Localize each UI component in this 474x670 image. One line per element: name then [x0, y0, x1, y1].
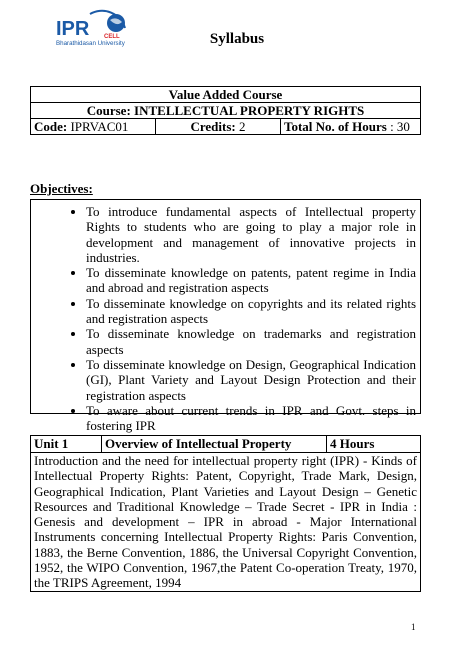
objectives-heading: Objectives:: [30, 181, 93, 196]
course-type: Value Added Course: [31, 87, 421, 103]
hours-value: : 30: [386, 119, 410, 134]
credits-label: Credits:: [190, 119, 236, 134]
course-name: Course: INTELLECTUAL PROPERTY RIGHTS: [31, 103, 421, 119]
unit-content: Introduction and the need for intellectual property right (IPR) - Kinds of Intellectual Property Rights: Patent, Copyright, Trade Mark, Design, Geographical Indication, Plant Varieties and Layout Design – Genetic Resources and Traditional Knowledge – Trade Secret - IPR in India : Genesis and development – IPR in abroad - Major International Instruments concerning Intellectual Property Rights: Paris Convention, 1883, the Berne Convention, 1886, the Universal Copyright Convention, 1952, the WIPO Convention, 1967,the Patent Co-operation Treaty, 1970, the TRIPS Agreement, 1994: [31, 453, 421, 592]
course-meta-row: [31, 119, 421, 135]
unit-table: [30, 435, 421, 592]
logo-text: IPR: [56, 18, 90, 40]
objectives-list: [31, 204, 420, 433]
objective-item: • To disseminate knowledge on patents, patent regime in India and abroad and registration aspects: [86, 265, 416, 296]
objectives-box: [30, 199, 421, 434]
unit-content-row: [31, 453, 421, 592]
hours-label: Total No. of Hours: [284, 119, 387, 134]
page-number: 1: [411, 622, 416, 632]
hours-cell: [281, 119, 421, 135]
objective-item: • To disseminate knowledge on trademarks and registration aspects: [86, 326, 416, 357]
code-label: Code:: [34, 119, 68, 134]
logo-cell-text: CELL: [104, 34, 120, 40]
unit-number: Unit 1: [31, 436, 102, 453]
objective-item: • To disseminate knowledge on Design, Geographical Indication (GI), Plant Variety and Layout Design Protection and their registration aspects: [86, 357, 416, 403]
unit-hours: 4 Hours: [327, 436, 421, 453]
unit-header-row: [31, 436, 421, 453]
unit-title: Overview of Intellectual Property: [102, 436, 327, 453]
objective-item: • To introduce fundamental aspects of Intellectual property Rights to students who are going to play a major role in development and management of innovative projects in industries.: [86, 204, 416, 265]
credits-cell: [156, 119, 281, 135]
objective-item: • To disseminate knowledge on copyrights and its related rights and registration aspects: [86, 296, 416, 327]
objective-item: • To aware about current trends in IPR and Govt. steps in fostering IPR: [86, 403, 416, 434]
logo-university-text: Bharathidasan University: [56, 40, 125, 47]
code-value: IPRVAC01: [67, 119, 129, 134]
course-type-row: [31, 87, 421, 103]
page-title: Syllabus: [209, 31, 265, 47]
credits-value: 2: [235, 119, 246, 134]
course-info-table: [30, 86, 421, 135]
course-name-row: [31, 103, 421, 119]
course-code-cell: [31, 119, 156, 135]
